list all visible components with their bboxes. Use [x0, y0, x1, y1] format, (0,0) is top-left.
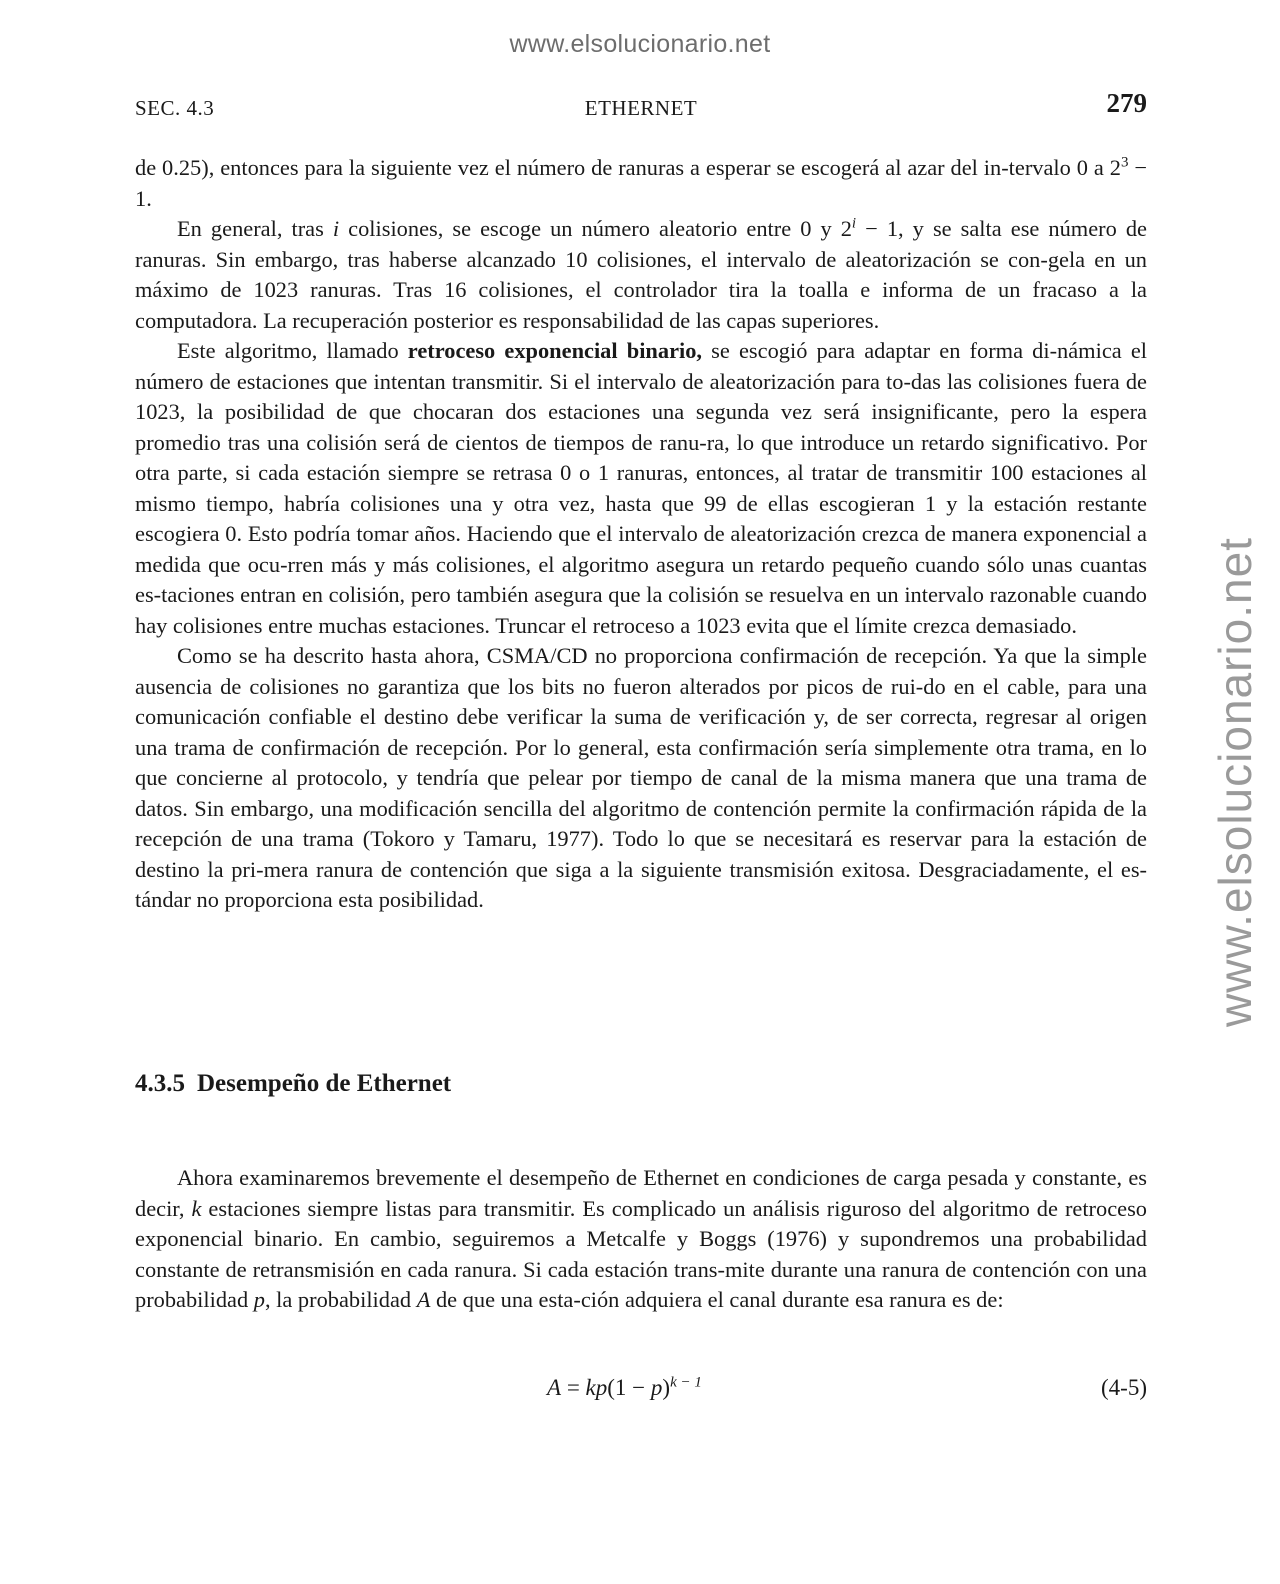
paragraph-5: [135, 1163, 1147, 1316]
p3-text-b: se escogió para adaptar en forma di-námica el número de estaciones que intentan transmitir. Si el intervalo de aleatorización para to-das las colisiones fuera de 1023, la posibilidad de que chocaran dos estaciones una segunda vez será insignificante, pero la espera promedio tras una colisión será de cientos de tiempos de ranu-ra, lo que introduce un retardo significativo. Por otra parte, si cada estación siempre se retrasa 0 o 1 ranuras, entonces, al tratar de transmitir 100 estaciones al mismo tiempo, habría colisiones una y otra vez, hasta que 99 de ellas escogieran 1 y la estación restante escogiera 0. Esto podría tomar años. Haciendo que el intervalo de aleatorización crezca de manera exponencial a medida que ocu-rren más y más colisiones, el algoritmo asegura un retardo pequeño cuando sólo unas cuantas es-taciones entran en colisión, pero también asegura que la colisión se resuelva en un intervalo razonable cuando hay colisiones entre muchas estaciones. Truncar el retroceso a 1023 evita que el límite crezca demasiado.: [135, 338, 1148, 638]
equation-number: (4-5): [1101, 1375, 1147, 1400]
eq-equals: =: [561, 1375, 586, 1400]
p2-superscript: i: [851, 215, 857, 232]
paragraph-1: [135, 153, 1147, 214]
section-heading: [135, 1070, 451, 1098]
eq-paren-close: ): [662, 1375, 671, 1400]
p5-italic-k: k: [191, 1195, 202, 1221]
p3-bold-term: retroceso exponencial binario,: [407, 338, 703, 363]
p2-text-b: colisiones, se escoge un número aleatorio entre 0 y 2: [339, 216, 852, 241]
p5-text-d: de que una esta-ción adquiera el canal durante esa ranura es de:: [430, 1287, 1004, 1312]
body-text: [135, 153, 1147, 916]
eq-lhs: A: [547, 1375, 562, 1400]
eq-kp: kp: [585, 1375, 608, 1400]
eq-paren-open: (1 −: [607, 1375, 651, 1400]
eq-p: p: [650, 1375, 663, 1400]
paragraph-3: [135, 336, 1147, 641]
watermark-top: www.elsolucionario.net: [509, 30, 771, 58]
page-header: [135, 88, 1147, 124]
p5-text-c: , la probabilidad: [264, 1287, 417, 1312]
page-number: 279: [1106, 88, 1147, 118]
p2-italic-i: i: [332, 216, 340, 241]
section-number: 4.3.5: [135, 1070, 185, 1097]
body-text-2: [135, 1163, 1147, 1316]
p2-text-a: En general, tras: [177, 216, 333, 241]
watermark-side: www.elsolucionario.net: [1209, 537, 1261, 1027]
p1-text-b: − 1.: [135, 155, 1147, 211]
p5-italic-p: p: [253, 1287, 265, 1312]
section-title-text: Desempeño de Ethernet: [197, 1070, 452, 1097]
p5-text-a: Ahora examinaremos brevemente el desempeño de Ethernet en condiciones de carga pesada y constante, es decir,: [135, 1165, 1147, 1221]
equation-4-5: [135, 1375, 1147, 1411]
section-label: SEC. 4.3: [135, 96, 215, 120]
p2-text-c: − 1, y se salta ese número de ranuras. Sin embargo, tras haberse alcanzado 10 colisiones, el intervalo de aleatorización se con-gela en un máximo de 1023 ranuras. Tras 16 colisiones, el controlador tira la toalla e informa de un fracaso a la computadora. La recuperación posterior es responsabilidad de las capas superiores.: [135, 216, 1147, 333]
p5-text-b: estaciones siempre listas para transmitir. Es complicado un análisis riguroso del algoritmo de retroceso exponencial binario. En cambio, seguiremos a Metcalfe y Boggs (1976) y supondremos una probabilidad constante de retransmisión en cada ranura. Si cada estación trans-mite durante una ranura de contención con una probabilidad: [135, 1195, 1147, 1312]
equation-formula: [547, 1375, 702, 1401]
paragraph-2: [135, 214, 1147, 336]
p1-text-a: de 0.25), entonces para la siguiente vez el número de ranuras a esperar se escogerá al azar del in-tervalo 0 a 2: [135, 155, 1121, 180]
running-title: ETHERNET: [584, 96, 698, 120]
eq-exponent: k − 1: [670, 1374, 702, 1391]
paragraph-4: Como se ha descrito hasta ahora, CSMA/CD no proporciona confirmación de recepción. Ya que la simple ausencia de colisiones no garantiza que los bits no fueron alterados por picos de rui-do en el cable, para una comunicación confiable el destino debe verificar la suma de verificación y, de ser correcta, regresar al origen una trama de confirmación de recepción. Por lo general, esta confirmación sería simplemente otra trama, en lo que concierne al protocolo, y tendría que pelear por tiempo de canal de la misma manera que una trama de datos. Sin embargo, una modificación sencilla del algoritmo de contención permite la confirmación rápida de la recepción de una trama (Tokoro y Tamaru, 1977). Todo lo que se necesitará es reservar para la estación de destino la pri-mera ranura de contención que siga a la siguiente transmisión exitosa. Desgraciadamente, el es-tándar no proporciona esta posibilidad.: [135, 643, 1147, 912]
p1-superscript: 3: [1120, 154, 1129, 171]
p5-italic-a: A: [416, 1287, 431, 1312]
p3-text-a: Este algoritmo, llamado: [177, 338, 408, 363]
